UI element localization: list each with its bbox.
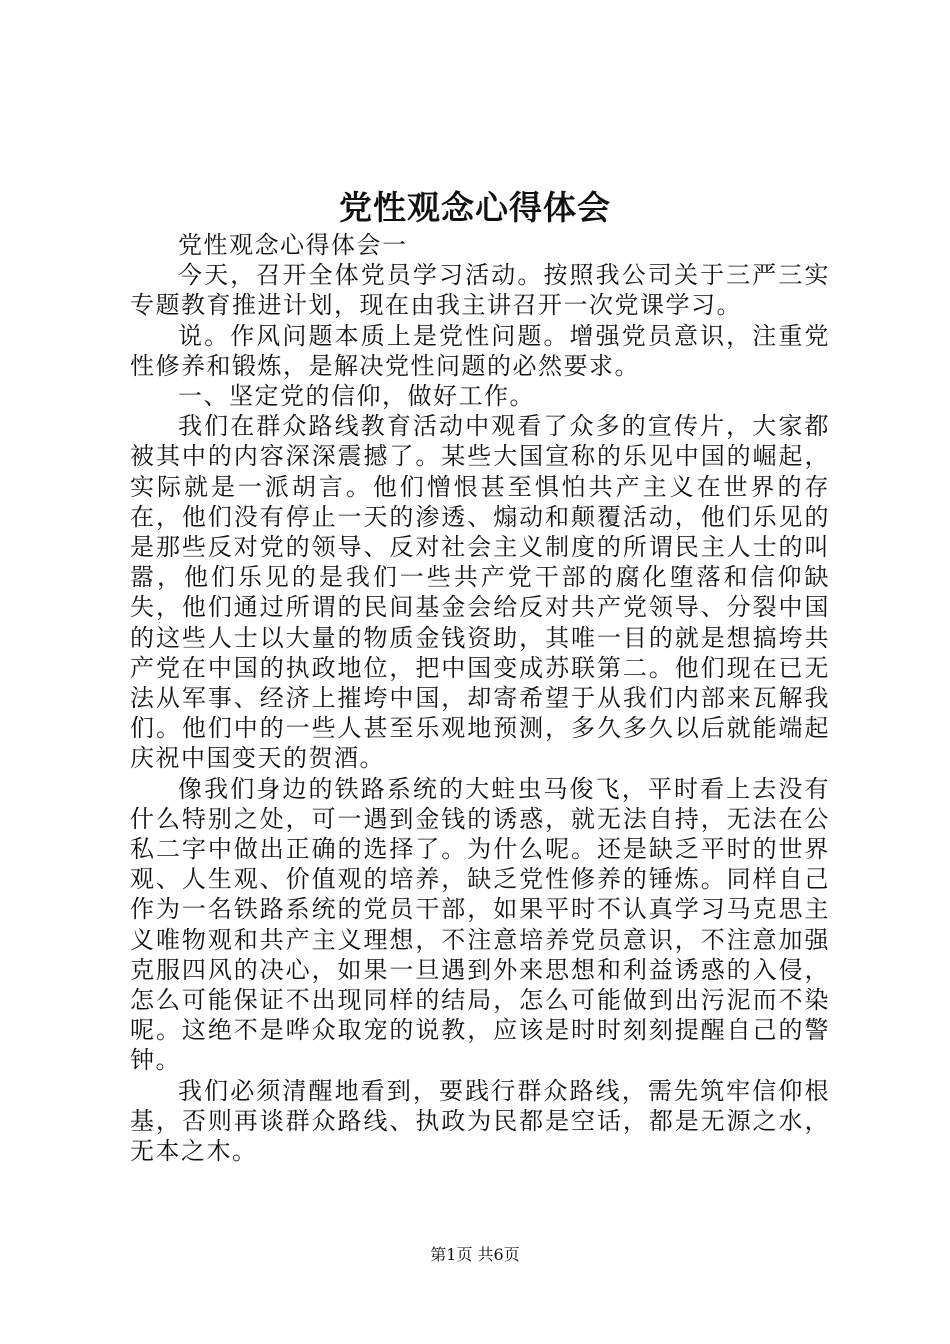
paragraph-statement: 说。作风问题本质上是党性问题。增强党员意识，注重党性修养和锻炼，是解决党性问题的必然要求。 <box>130 321 830 380</box>
paragraph-body-3: 我们必须清醒地看到，要践行群众路线，需先筑牢信仰根基，否则再谈群众路线、执政为民都是空话，都是无源之水，无本之木。 <box>130 1076 830 1166</box>
paragraph-section-heading: 一、坚定党的信仰，做好工作。 <box>178 382 535 411</box>
paragraph-subtitle: 党性观念心得体会一 <box>178 231 408 259</box>
document-title: 党性观念心得体会 <box>339 188 611 227</box>
paragraph-intro: 今天，召开全体党员学习活动。按照我公司关于三严三实专题教育推进计划，现在由我主讲召开一次党课学习。 <box>130 261 830 320</box>
page-number-footer: 第1页 共6页 <box>430 1245 520 1264</box>
document-body <box>130 230 830 1166</box>
paragraph-body-2: 像我们身边的铁路系统的大蛀虫马俊飞，平时看上去没有什么特别之处，可一遇到金钱的诱惑，就无法自持，无法在公私二字中做出正确的选择了。为什么呢。还是缺乏平时的世界观、人生观、价值观的培养，缺乏党性修养的锤炼。同样自己作为一名铁路系统的党员干部，如果平时不认真学习马克思主义唯物观和共产主义理想，不注意培养党员意识，不注意加强克服四风的决心，如果一旦遇到外来思想和利益诱惑的入侵，怎么可能保证不出现同样的结局，怎么可能做到出污泥而不染呢。这绝不是哗众取宠的说教，应该是时时刻刻提醒自己的警钟。 <box>130 774 830 1075</box>
paragraph-body-1: 我们在群众路线教育活动中观看了众多的宣传片，大家都被其中的内容深深震撼了。某些大国宣称的乐见中国的崛起，实际就是一派胡言。他们憎恨甚至惧怕共产主义在世界的存在，他们没有停止一天的渗透、煽动和颠覆活动，他们乐见的是那些反对党的领导、反对社会主义制度的所谓民主人士的叫嚣，他们乐见的是我们一些共产党干部的腐化堕落和信仰缺失，他们通过所谓的民间基金会给反对共产党领导、分裂中国的这些人士以大量的物质金钱资助，其唯一目的就是想搞垮共产党在中国的执政地位，把中国变成苏联第二。他们现在已无法从军事、经济上摧垮中国，却寄希望于从我们内部来瓦解我们。他们中的一些人甚至乐观地预测，多久多久以后就能端起庆祝中国变天的贺酒。 <box>130 412 830 773</box>
